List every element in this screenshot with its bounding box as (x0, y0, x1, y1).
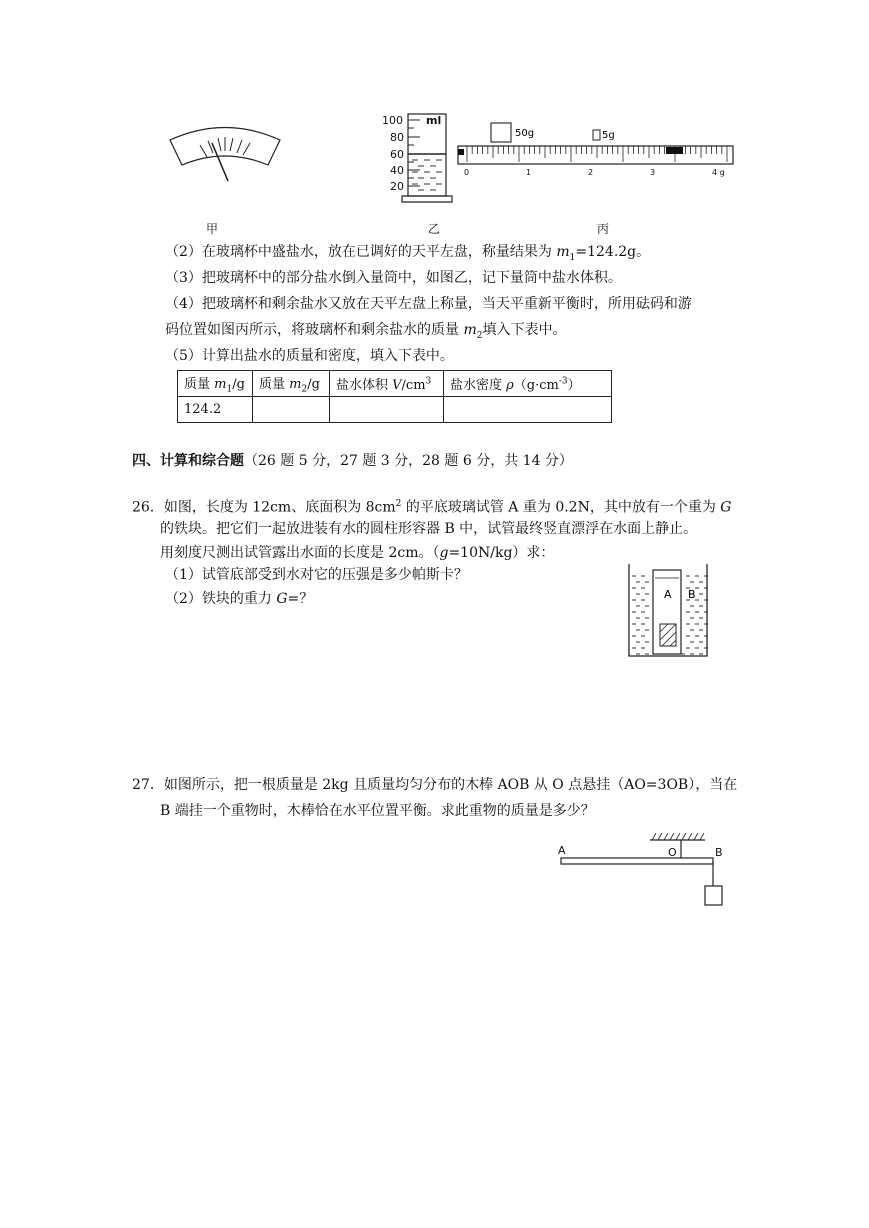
weight-5g-icon (593, 130, 600, 140)
graduated-cylinder-figure (380, 108, 455, 210)
ruler-label-4: 4 g (712, 168, 725, 177)
weights-ruler-figure (455, 118, 740, 180)
step-4-line2: 码位置如图丙所示，将玻璃杯和剩余盐水的质量 $m_2$填入下表中。 (165, 322, 567, 341)
weight-50g-label: 50g (515, 128, 535, 139)
q27-line2: B 端挂一个重物时，木棒恰在水平位置平衡。求此重物的质量是多少？ (160, 803, 595, 819)
cylinder-scale-40: 40 (390, 164, 404, 177)
step-5: （5）计算出盐水的质量和密度，填入下表中。 (165, 348, 454, 364)
cell-volume-blank[interactable] (330, 397, 444, 423)
weight-5g-label: 5g (602, 130, 615, 141)
header-volume: 盐水体积 $V/cm^3$ (330, 371, 444, 397)
cell-m2-blank[interactable] (253, 397, 330, 423)
q26-line3: 用刻度尺测出试管露出水面的长度是 2cm。（g=10N/kg）求： (160, 545, 555, 561)
step-4-line1: （4）把玻璃杯和剩余盐水又放在天平左盘上称量，当天平重新平衡时，所用砝码和游 (165, 296, 692, 312)
lever-label-O: O (668, 846, 677, 859)
balance-dial-figure (160, 115, 290, 190)
section-heading: 四、计算和综合题（26 题 5 分，27 题 3 分，28 题 6 分，共 14 分） (132, 453, 573, 469)
cylinder-scale-60: 60 (390, 148, 404, 161)
tube-label-A: A (664, 588, 672, 601)
caption-yi: 乙 (428, 222, 441, 236)
results-table (177, 370, 612, 423)
hanging-weight-icon (705, 886, 722, 905)
lever-label-B: B (715, 846, 723, 859)
caption-jia: 甲 (206, 222, 219, 236)
ruler-label-3: 3 (650, 168, 656, 177)
q26-line2: 的铁块。把它们一起放进装有水的圆柱形容器 B 中，试管最终竖直漂浮在水面上静止。 (160, 521, 698, 537)
cylinder-scale-20: 20 (390, 180, 404, 193)
cylinder-scale-80: 80 (390, 131, 404, 144)
table-row (178, 397, 612, 423)
header-density: 盐水密度 $\rho(g\cdot cm^{-3})$ (444, 371, 612, 397)
q26-line1: 26．如图，长度为 12cm、底面积为 $8cm^2$ 的平底玻璃试管 A 重为 0.2N，其中放有一个重为 G (132, 499, 732, 516)
caption-bing: 丙 (597, 222, 610, 236)
container-label-B: B (688, 588, 696, 601)
ruler-label-2: 2 (588, 168, 594, 177)
weight-50g-icon (491, 123, 511, 142)
q26-sub1: （1）试管底部受到水对它的压强是多少帕斯卡？ (165, 567, 468, 583)
header-m2: 质量 $m_2/g$ (253, 371, 330, 397)
cylinder-unit: ml (426, 114, 442, 127)
cell-density-blank[interactable] (444, 397, 612, 423)
header-m1: 质量 $m_1/g$ (178, 371, 253, 397)
q27-line1: 27．如图所示，把一根质量是 2kg 且质量均匀分布的木棒 AOB 从 O 点悬挂（AO=3OB），当在 (132, 777, 738, 793)
q26-sub2: （2）铁块的重力 G=？ (165, 591, 314, 607)
step-2: （2）在玻璃杯中盛盐水，放在已调好的天平左盘，称量结果为 $m_1=124.2g$。 (165, 244, 651, 263)
floating-tube-figure (625, 562, 710, 662)
ruler-label-1: 1 (526, 168, 532, 177)
cell-m1-value: 124.2 (178, 397, 253, 423)
wooden-rod (561, 858, 713, 864)
lever-figure (555, 828, 730, 910)
lever-label-A: A (558, 844, 566, 857)
step-3: （3）把玻璃杯中的部分盐水倒入量筒中，如图乙，记下量筒中盐水体积。 (165, 270, 622, 286)
table-header-row (178, 371, 612, 397)
ruler-label-0: 0 (464, 168, 470, 177)
cylinder-scale-100: 100 (382, 114, 403, 127)
rider-marker (666, 147, 683, 154)
